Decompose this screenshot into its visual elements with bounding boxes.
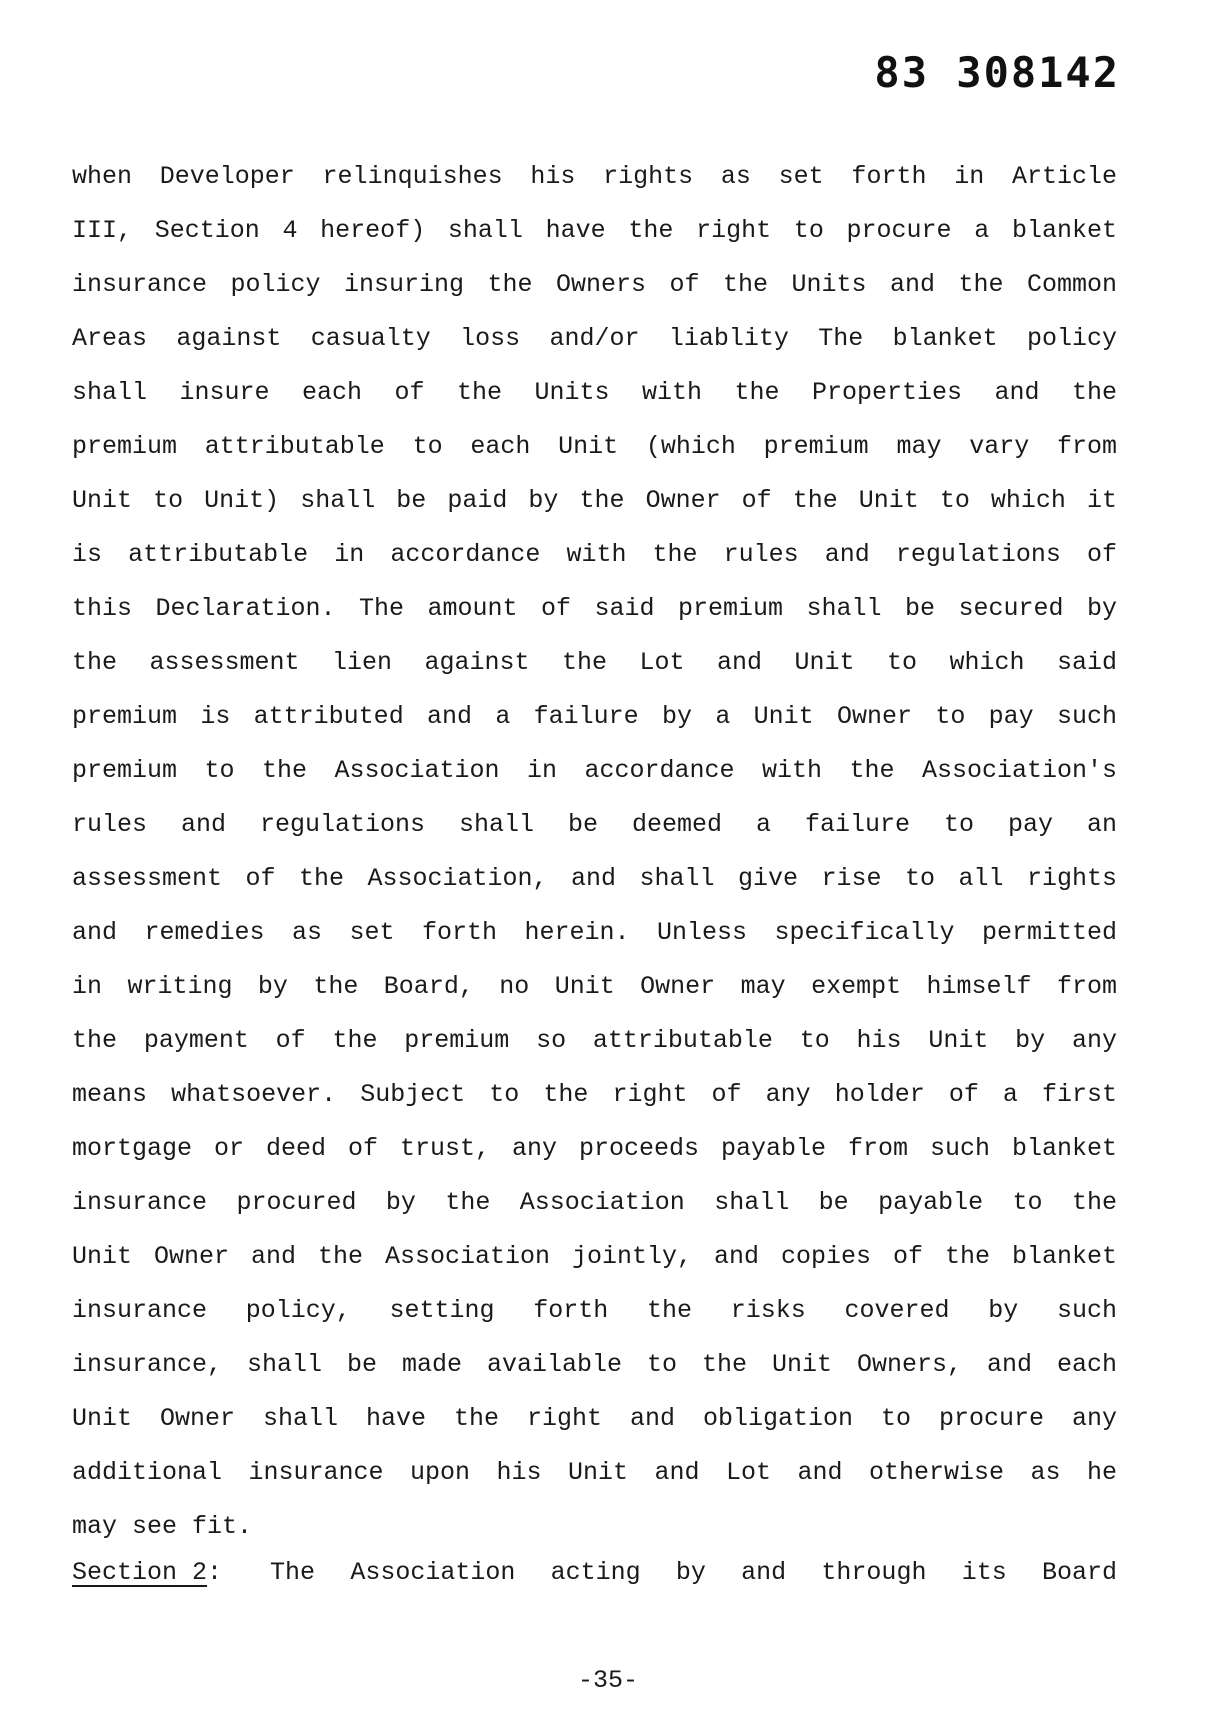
text-line: means whatsoever. Subject to the right of any holder of a first	[72, 1080, 1117, 1109]
text-line: insurance policy, setting forth the risks covered by such	[72, 1296, 1117, 1325]
text-line: shall insure each of the Units with the Properties and the	[72, 378, 1117, 407]
section-colon: :	[207, 1558, 223, 1587]
text-line: assessment of the Association, and shall give rise to all rights	[72, 864, 1117, 893]
section-label: Section 2	[72, 1558, 208, 1587]
text-line: this Declaration. The amount of said premium shall be secured by	[72, 594, 1117, 623]
text-line: insurance policy insuring the Owners of the Units and the Common	[72, 270, 1117, 299]
text-line: III, Section 4 hereof) shall have the right to procure a blanket	[72, 216, 1117, 245]
text-line: premium is attributed and a failure by a Unit Owner to pay such	[72, 702, 1117, 731]
text-line: when Developer relinquishes his rights as set forth in Article	[72, 162, 1117, 191]
text-line: Unit Owner shall have the right and obligation to procure any	[72, 1404, 1117, 1433]
text-line: may see fit.	[72, 1512, 253, 1541]
text-line: Areas against casualty loss and/or liablity The blanket policy	[72, 324, 1117, 353]
text-line: in writing by the Board, no Unit Owner may exempt himself from	[72, 972, 1117, 1001]
text-line: premium to the Association in accordance with the Association's	[72, 756, 1117, 785]
section-heading	[72, 1546, 222, 1600]
text-line: the assessment lien against the Lot and Unit to which said	[72, 648, 1117, 677]
text-line: additional insurance upon his Unit and Lot and otherwise as he	[72, 1458, 1117, 1487]
text-line: and remedies as set forth herein. Unless specifically permitted	[72, 918, 1117, 947]
text-line: Unit to Unit) shall be paid by the Owner of the Unit to which it	[72, 486, 1117, 515]
text-line: insurance procured by the Association shall be payable to the	[72, 1188, 1117, 1217]
page-number: -35-	[577, 1666, 638, 1695]
body-text	[72, 150, 1117, 1554]
section-text: The Association acting by and through its Board	[270, 1558, 1117, 1587]
section-heading-line	[72, 1546, 1117, 1600]
text-line: premium attributable to each Unit (which premium may vary from	[72, 432, 1117, 461]
text-line: insurance, shall be made available to the Unit Owners, and each	[72, 1350, 1117, 1379]
text-line: mortgage or deed of trust, any proceeds payable from such blanket	[72, 1134, 1117, 1163]
text-line: rules and regulations shall be deemed a failure to pay an	[72, 810, 1117, 839]
document-number: 83 308142	[874, 48, 1120, 97]
text-line: the payment of the premium so attributable to his Unit by any	[72, 1026, 1117, 1055]
text-line: is attributable in accordance with the rules and regulations of	[72, 540, 1117, 569]
text-line: Unit Owner and the Association jointly, and copies of the blanket	[72, 1242, 1117, 1271]
